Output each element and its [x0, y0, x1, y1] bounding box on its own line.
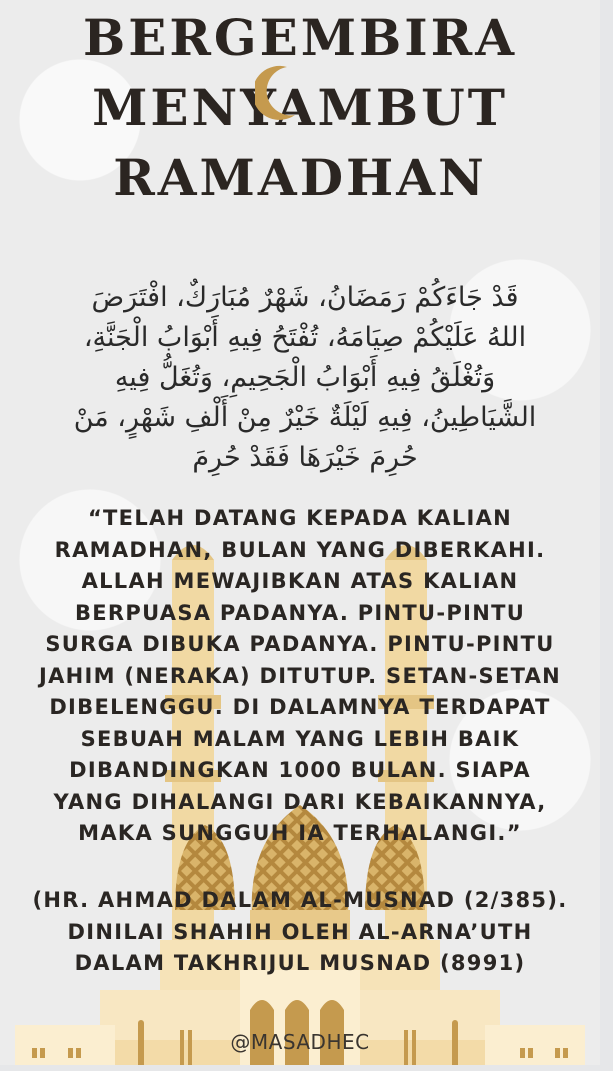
quote-line: SURGA DIBUKA PADANYA. PINTU-PINTU: [45, 632, 555, 656]
citation-line: DINILAI SHAHIH OLEH AL-ARNA’UTH: [67, 919, 533, 944]
citation-line: DALAM TAKHRIJUL MUSNAD (8991): [74, 951, 526, 975]
quote-line: BERPUASA PADANYA. PINTU-PINTU: [74, 600, 526, 625]
quote-line: “TELAH DATANG KEPADA KALIAN: [87, 506, 513, 530]
right-edge: [600, 0, 613, 1071]
quote-line: DIBELENGGU. DI DALAMNYA TERDAPAT: [49, 695, 551, 719]
quote-line: RAMADHAN, BULAN YANG DIBERKAHI.: [54, 537, 546, 562]
quote-line: SEBUAH MALAM YANG LEBIH BAIK: [80, 726, 520, 751]
arabic-line: وَتُغْلَقُ فِيهِ أَبْوَابُ الْجَحِيمِ، وَتُغَلُّ فِيهِ: [114, 362, 496, 393]
crescent-moon-icon: [255, 63, 305, 123]
quote-line: MAKA SUNGGUH IA TERHALANGI.”: [78, 821, 522, 845]
author-handle: @MASADHEC: [230, 1030, 370, 1054]
citation-line: (HR. AHMAD DALAM AL-MUSNAD (2/385).: [32, 888, 568, 912]
arabic-line: اللهُ عَلَيْكُمْ صِيَامَهُ، تُفْتَحُ فِيهِ أَبْوَابُ الْجَنَّةِ،: [83, 322, 527, 353]
quote-line: JAHIM (NERAKA) DITUTUP. SETAN-SETAN: [38, 663, 562, 688]
arabic-hadith: [40, 278, 570, 478]
bottom-edge: [0, 1065, 613, 1071]
quote-line: ALLAH MEWAJIBKAN ATAS KALIAN: [81, 569, 519, 593]
title-line: BERGEMBIRA: [82, 8, 518, 67]
citation: [0, 885, 600, 980]
title-line: RAMADHAN: [113, 148, 487, 207]
quote-line: DIBANDINGKAN 1000 BULAN. SIAPA: [69, 758, 531, 782]
arabic-line: حُرِمَ خَيْرَهَا فَقَدْ حُرِمَ: [192, 442, 418, 473]
arabic-line: الشَّيَاطِينُ، فِيهِ لَيْلَةٌ خَيْرٌ مِنْ أَلْفِ شَهْرٍ، مَنْ: [73, 402, 537, 433]
quote-line: YANG DIHALANGI DARI KEBAIKANNYA,: [53, 789, 547, 814]
title-line: MENYAMBUT: [92, 78, 508, 137]
translation-quote: [0, 503, 600, 850]
arabic-line: قَدْ جَاءَكُمْ رَمَضَانُ، شَهْرٌ مُبَارَكٌ، افْتَرَضَ: [91, 282, 519, 313]
